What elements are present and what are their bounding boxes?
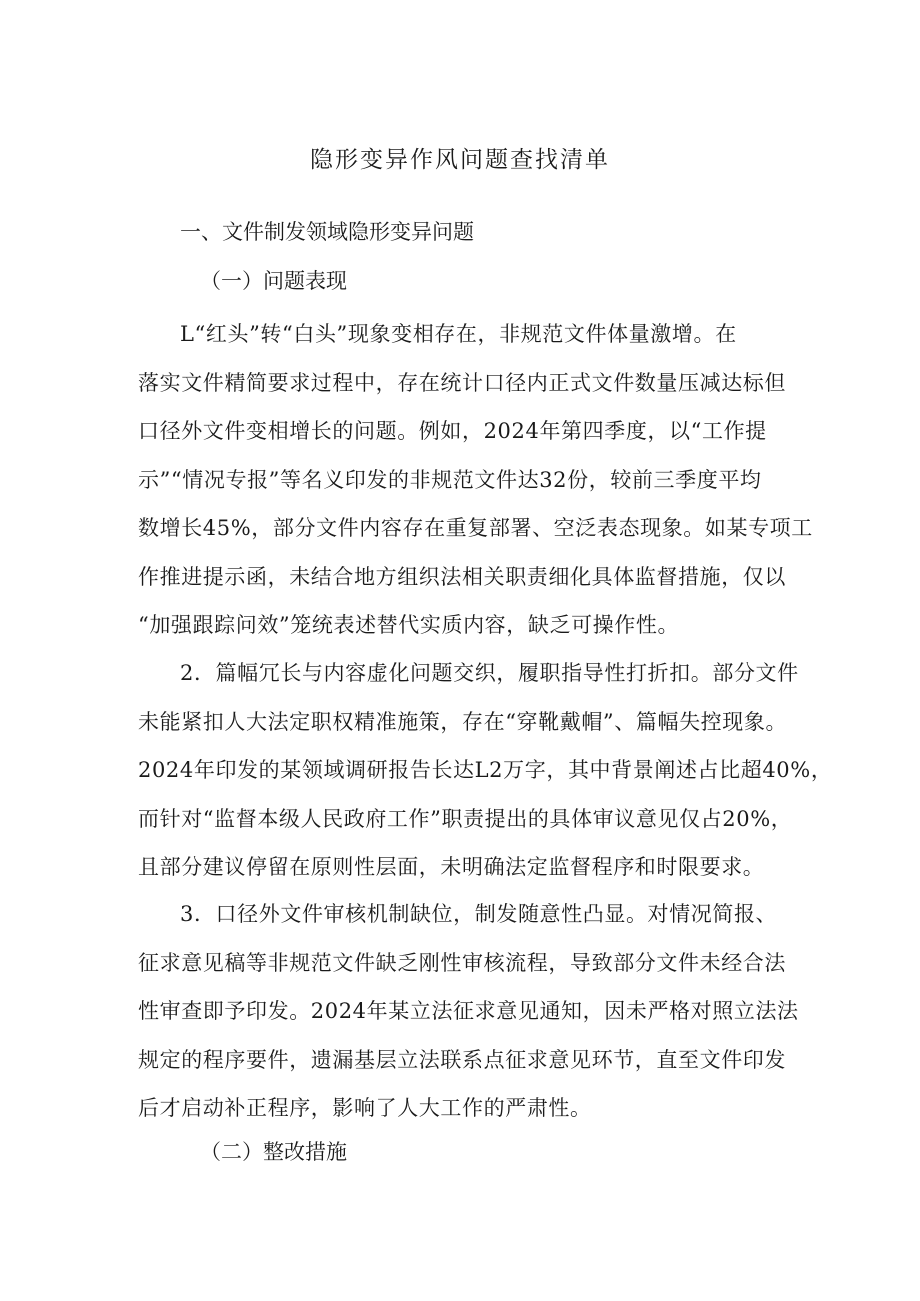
paragraph-3 — [138, 890, 799, 1133]
paragraph-line: 2．篇幅冗长与内容虚化问题交织，履职指导性打折扣。部分文件 — [180, 661, 799, 685]
paragraph-line: 后才启动补正程序，影响了人大工作的严肃性。 — [138, 1096, 592, 1120]
paragraph-line: 性审查即予印发。2024年某立法征求意见通知，因未严格对照立法法 — [138, 999, 799, 1023]
paragraph-line: 口径外文件变相增长的问题。例如，2024年第四季度，以“工作提 — [138, 419, 767, 443]
paragraph-line: 2024年印发的某领域调研报告长达L2万字，其中背景阐述占比超40%， — [138, 758, 833, 782]
paragraph-1 — [138, 310, 813, 650]
paragraph-2 — [138, 649, 833, 892]
paragraph-line: 3．口径外文件审核机制缺位，制发随意性凸显。对情况简报、 — [180, 902, 778, 926]
paragraph-line: 落实文件精简要求过程中，存在统计口径内正式文件数量压减达标但 — [138, 370, 786, 395]
subsection-heading-measures: （二）整改措施 — [200, 1140, 347, 1164]
paragraph-line: 而针对“监督本级人民政府工作”职责提出的具体审议意见仅占20%， — [138, 806, 793, 831]
page-title: 隐形变异作风问题查找清单 — [310, 147, 610, 173]
paragraph-line: 作推进提示函，未结合地方组织法相关职责细化具体监督措施，仅以 — [138, 564, 786, 589]
paragraph-line: 数增长45%，部分文件内容存在重复部署、空泛表态现象。如某专项工 — [138, 516, 813, 540]
section-heading-1: 一、文件制发领域隐形变异问题 — [180, 220, 474, 244]
paragraph-line: 示”“情况专报”等名义印发的非规范文件达32份，较前三季度平均 — [138, 467, 762, 492]
paragraph-line: “加强跟踪问效”笼统表述替代实质内容，缺乏可操作性。 — [138, 613, 680, 637]
paragraph-line: 且部分建议停留在原则性层面，未明确法定监督程序和时限要求。 — [138, 855, 765, 879]
paragraph-line: 规定的程序要件，遗漏基层立法联系点征求意见环节，直至文件印发 — [138, 1047, 786, 1072]
paragraph-line: 征求意见稿等非规范文件缺乏刚性审核流程，导致部分文件未经合法 — [138, 950, 786, 975]
paragraph-line: L“红头”转“白头”现象变相存在，非规范文件体量激增。在 — [180, 322, 737, 346]
paragraph-line: 未能紧扣人大法定职权精准施策，存在“穿靴戴帽”、篇幅失控现象。 — [138, 709, 788, 734]
subsection-heading-problems: （一）问题表现 — [200, 269, 347, 293]
